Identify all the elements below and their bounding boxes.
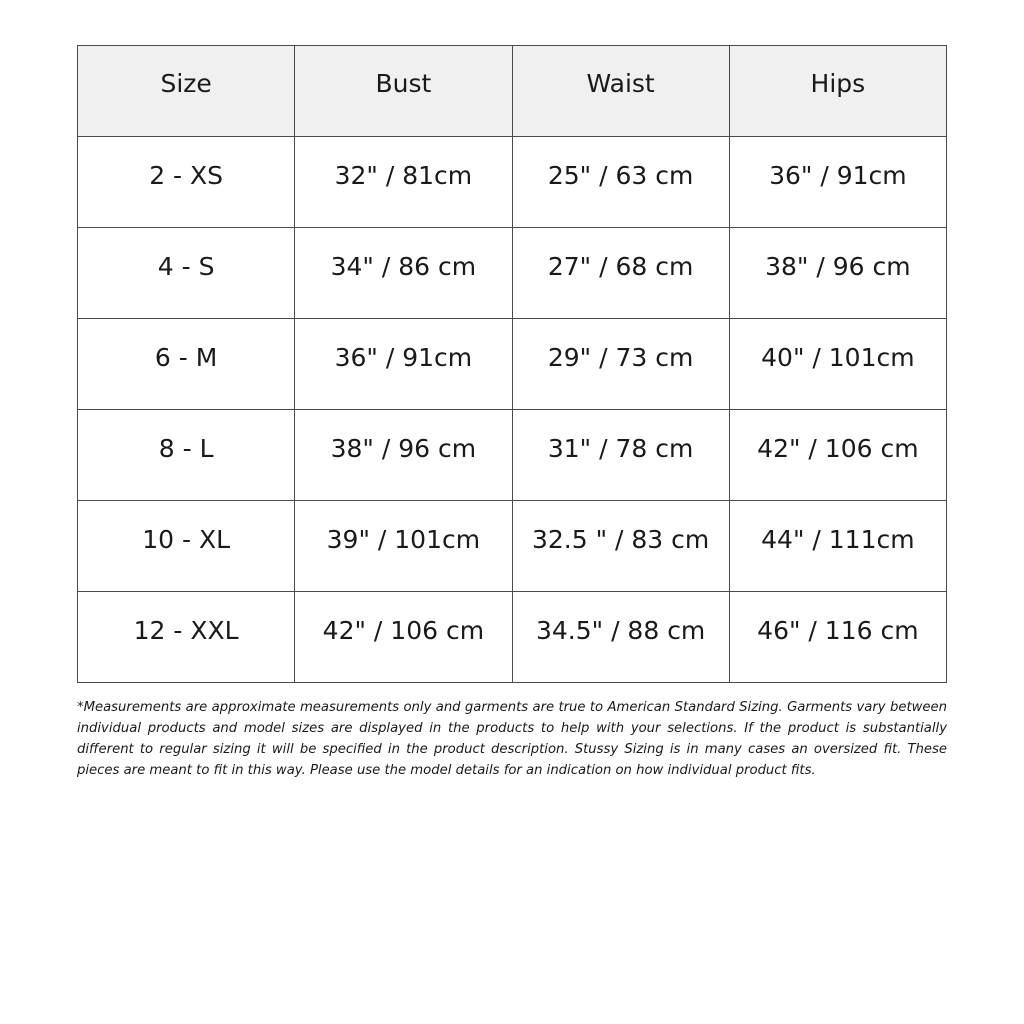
waist-cell: 34.5" / 88 cm bbox=[512, 592, 729, 683]
table-row bbox=[78, 410, 947, 501]
bust-cell: 34" / 86 cm bbox=[295, 228, 512, 319]
size-chart-body bbox=[78, 137, 947, 683]
size-cell: 10 - XL bbox=[78, 501, 295, 592]
header-row bbox=[78, 46, 947, 137]
size-cell: 8 - L bbox=[78, 410, 295, 501]
hips-cell: 36" / 91cm bbox=[729, 137, 946, 228]
header-waist: Waist bbox=[512, 46, 729, 137]
table-row bbox=[78, 228, 947, 319]
header-bust: Bust bbox=[295, 46, 512, 137]
hips-cell: 46" / 116 cm bbox=[729, 592, 946, 683]
hips-cell: 40" / 101cm bbox=[729, 319, 946, 410]
table-row bbox=[78, 592, 947, 683]
waist-cell: 32.5 " / 83 cm bbox=[512, 501, 729, 592]
bust-cell: 38" / 96 cm bbox=[295, 410, 512, 501]
waist-cell: 29" / 73 cm bbox=[512, 319, 729, 410]
hips-cell: 38" / 96 cm bbox=[729, 228, 946, 319]
size-cell: 12 - XXL bbox=[78, 592, 295, 683]
size-chart-header bbox=[78, 46, 947, 137]
bust-cell: 36" / 91cm bbox=[295, 319, 512, 410]
table-row bbox=[78, 137, 947, 228]
header-size: Size bbox=[78, 46, 295, 137]
hips-cell: 42" / 106 cm bbox=[729, 410, 946, 501]
waist-cell: 25" / 63 cm bbox=[512, 137, 729, 228]
measurement-disclaimer: *Measurements are approximate measurements only and garments are true to American Standard Sizing. Garments vary between individual products and model sizes are displayed in the products to help with your selections. If the product is substantially different to regular sizing it will be specified in the product description. Stussy Sizing is in many cases an oversized fit. These pieces are meant to fit in this way. Please use the model details for an indication on how individual product fits. bbox=[77, 700, 947, 778]
bust-cell: 42" / 106 cm bbox=[295, 592, 512, 683]
size-cell: 2 - XS bbox=[78, 137, 295, 228]
size-cell: 6 - M bbox=[78, 319, 295, 410]
waist-cell: 27" / 68 cm bbox=[512, 228, 729, 319]
table-row bbox=[78, 319, 947, 410]
bust-cell: 32" / 81cm bbox=[295, 137, 512, 228]
size-cell: 4 - S bbox=[78, 228, 295, 319]
header-hips: Hips bbox=[729, 46, 946, 137]
bust-cell: 39" / 101cm bbox=[295, 501, 512, 592]
waist-cell: 31" / 78 cm bbox=[512, 410, 729, 501]
table-row bbox=[78, 501, 947, 592]
size-chart-table bbox=[77, 45, 947, 683]
hips-cell: 44" / 111cm bbox=[729, 501, 946, 592]
